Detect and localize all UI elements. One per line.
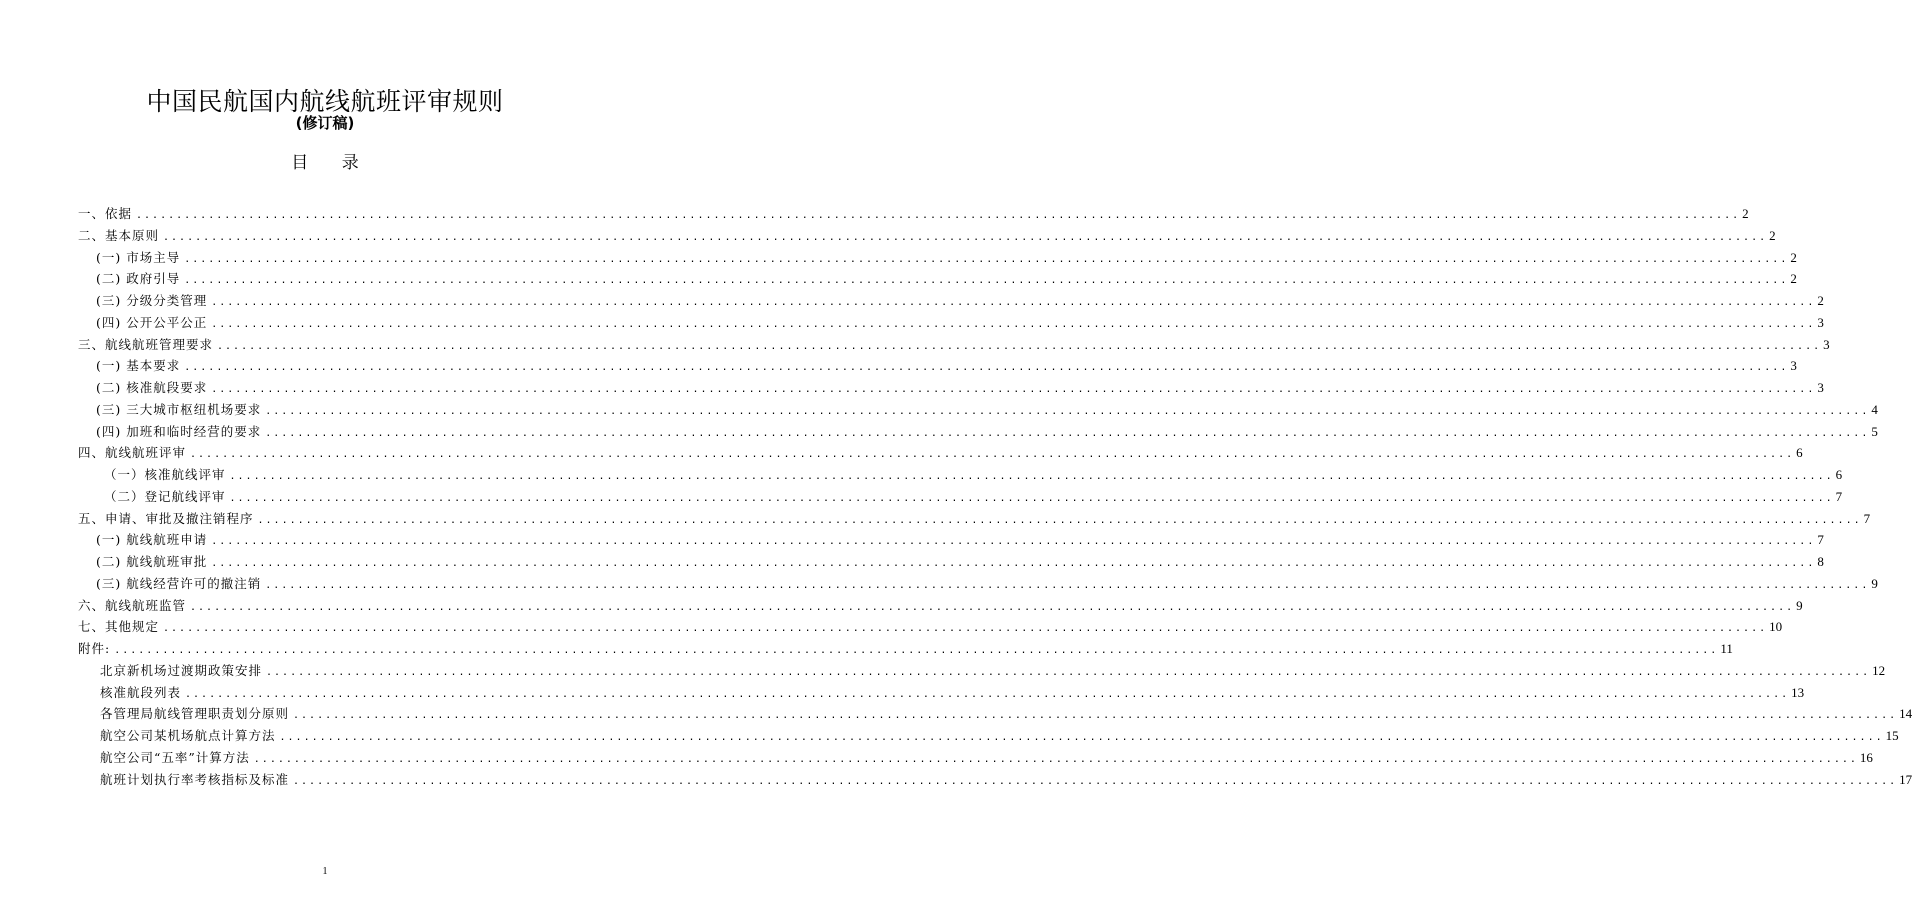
toc-leader-dots: ........................................................................................................................................................................................................ [293,710,1898,722]
toc-entry-page: 8 [1817,554,1824,569]
toc-leader-dots: ........................................................................................................................................................................................................ [229,471,1834,482]
toc-entry-label: （一）核准航线评审 [104,467,226,482]
toc-entry[interactable] [78,203,1749,225]
toc-entry-label: (一) 航线航班申请 [96,532,208,548]
toc-entry-label: 航班计划执行率考核指标及标准 [100,771,290,787]
toc-heading: 目 录 [291,153,373,173]
toc-entry-page: 7 [1817,532,1824,548]
toc-entry[interactable] [78,573,1878,595]
toc-entry[interactable] [78,725,1899,747]
toc-entry[interactable] [78,616,1783,638]
toc-entry-label: 六、航线航班监管 [78,597,187,613]
toc-entry[interactable] [78,508,1871,530]
toc-entry[interactable] [78,595,1803,617]
toc-entry-page: 4 [1871,401,1878,417]
toc-entry-page: 7 [1835,488,1843,504]
toc-entry[interactable] [78,682,1805,704]
toc-entry-page: 3 [1823,336,1830,352]
toc-entry[interactable] [78,334,1830,356]
toc-entry[interactable] [78,312,1824,334]
toc-entry-label: 七、其他规定 [78,619,160,635]
toc-entry-label: 四、航线航班评审 [78,445,187,461]
toc-entry[interactable] [78,747,1873,769]
toc-entry-label: (四) 加班和临时经营的要求 [96,423,262,439]
toc-entry-page: 2 [1817,293,1824,308]
toc-entry-label: 五、申请、审批及撤注销程序 [78,510,254,526]
toc-entry[interactable] [78,290,1824,312]
toc-entry-label: 各管理局航线管理职责划分原则 [100,706,290,722]
toc-leader-dots: ........................................................................................................................................................................................................ [293,775,1898,787]
toc-entry-page: 6 [1835,467,1843,482]
document-subtitle: (修订稿) [295,114,355,132]
toc-leader-dots: ........................................................................................................................................................................................................ [163,231,1768,243]
toc-entry[interactable] [78,268,1797,290]
toc-entry-label: (二) 政府引导 [96,271,181,287]
toc-entry-label: (二) 核准航段要求 [96,380,208,395]
toc-entry-label: (三) 分级分类管理 [96,293,208,308]
toc-leader-dots: ........................................................................................................................................................................................................ [257,514,1862,526]
toc-entry-label: (一) 基本要求 [96,358,181,374]
toc-entry-page: 17 [1899,771,1912,787]
toc-entry[interactable] [78,551,1824,573]
toc-entry-page: 16 [1859,749,1873,765]
toc-entry-page: 2 [1742,206,1749,221]
toc-entry-label: 航空公司“五率”计算方法 [100,749,250,765]
toc-entry[interactable] [78,355,1797,377]
toc-entry[interactable] [78,529,1824,551]
toc-leader-dots: ........................................................................................................................................................................................................ [184,275,1789,287]
toc-entry-page: 3 [1790,358,1797,374]
toc-leader-dots: ........................................................................................................................................................................................................ [190,601,1795,613]
toc-entry-page: 7 [1863,510,1871,526]
toc-entry-page: 3 [1817,380,1824,395]
toc-entry[interactable] [78,638,1733,660]
toc-entry-label: 北京新机场过渡期政策安排 [100,662,263,678]
toc-entry-label: 三、航线航班管理要求 [78,336,214,352]
toc-entry-label: （二）登记航线评审 [104,488,226,504]
toc-leader-dots: ........................................................................................................................................................................................................ [211,558,1816,569]
toc-entry[interactable] [78,421,1878,443]
toc-entry[interactable] [78,486,1843,508]
toc-entry-label: 一、依据 [78,206,133,221]
toc-entry-label: 航空公司某机场航点计算方法 [100,728,276,743]
toc-entry-page: 2 [1769,227,1776,243]
toc-entry-label: 附件: [78,641,111,656]
toc-entry-page: 2 [1790,249,1797,265]
toc-entry-page: 12 [1872,662,1886,678]
toc-leader-dots: ........................................................................................................................................................................................................ [190,449,1795,461]
toc-leader-dots: ........................................................................................................................................................................................................ [184,362,1789,374]
toc-entry[interactable] [78,703,1912,725]
toc-entry[interactable] [78,399,1878,421]
toc-entry-page: 9 [1796,597,1803,613]
toc-leader-dots: ........................................................................................................................................................................................................ [217,340,1822,352]
toc-entry-label: (二) 航线航班审批 [96,554,208,569]
table-of-contents [78,203,1912,790]
toc-entry-page: 2 [1790,271,1797,287]
toc-leader-dots: ........................................................................................................................................................................................................ [229,492,1834,504]
toc-leader-dots: ........................................................................................................................................................................................................ [114,645,1719,656]
toc-entry-page: 13 [1791,684,1805,700]
document-title: 中国民航国内航线航班评审规则 [146,87,504,116]
toc-entry-label: (三) 航线经营许可的撤注销 [96,575,262,591]
toc-entry-page: 15 [1885,728,1899,743]
toc-entry-page: 9 [1871,575,1878,591]
toc-leader-dots: ........................................................................................................................................................................................................ [266,666,1871,678]
toc-leader-dots: ........................................................................................................................................................................................................ [211,536,1816,548]
toc-leader-dots: ........................................................................................................................................................................................................ [184,253,1789,265]
toc-entry[interactable] [78,442,1803,464]
toc-leader-dots: ........................................................................................................................................................................................................ [136,210,1741,221]
toc-entry-label: (四) 公开公平公正 [96,314,208,330]
toc-leader-dots: ........................................................................................................................................................................................................ [163,623,1768,635]
toc-leader-dots: ........................................................................................................................................................................................................ [265,579,1870,591]
toc-entry-label: (三) 三大城市枢纽机场要求 [96,401,262,417]
toc-entry[interactable] [78,464,1843,486]
toc-entry-page: 14 [1899,706,1912,722]
toc-entry[interactable] [78,660,1886,682]
toc-leader-dots: ........................................................................................................................................................................................................ [253,753,1858,765]
toc-entry-page: 5 [1871,423,1878,439]
toc-leader-dots: ........................................................................................................................................................................................................ [265,427,1870,439]
toc-leader-dots: ........................................................................................................................................................................................................ [279,732,1884,743]
toc-leader-dots: ........................................................................................................................................................................................................ [211,384,1816,395]
toc-entry[interactable] [78,769,1912,791]
page-number: 1 [322,866,328,877]
toc-entry-page: 10 [1769,619,1783,635]
toc-entry[interactable] [78,247,1797,269]
toc-entry[interactable] [78,377,1824,399]
toc-entry-page: 6 [1796,445,1803,461]
toc-entry-page: 11 [1720,641,1733,656]
toc-leader-dots: ........................................................................................................................................................................................................ [211,297,1816,308]
toc-leader-dots: ........................................................................................................................................................................................................ [185,688,1790,700]
toc-entry-label: 核准航段列表 [100,684,182,700]
toc-entry[interactable] [78,225,1776,247]
toc-leader-dots: ........................................................................................................................................................................................................ [265,405,1870,417]
toc-entry-label: 二、基本原则 [78,227,160,243]
toc-leader-dots: ........................................................................................................................................................................................................ [211,318,1816,330]
toc-entry-page: 3 [1817,314,1824,330]
toc-entry-label: (一) 市场主导 [96,249,181,265]
